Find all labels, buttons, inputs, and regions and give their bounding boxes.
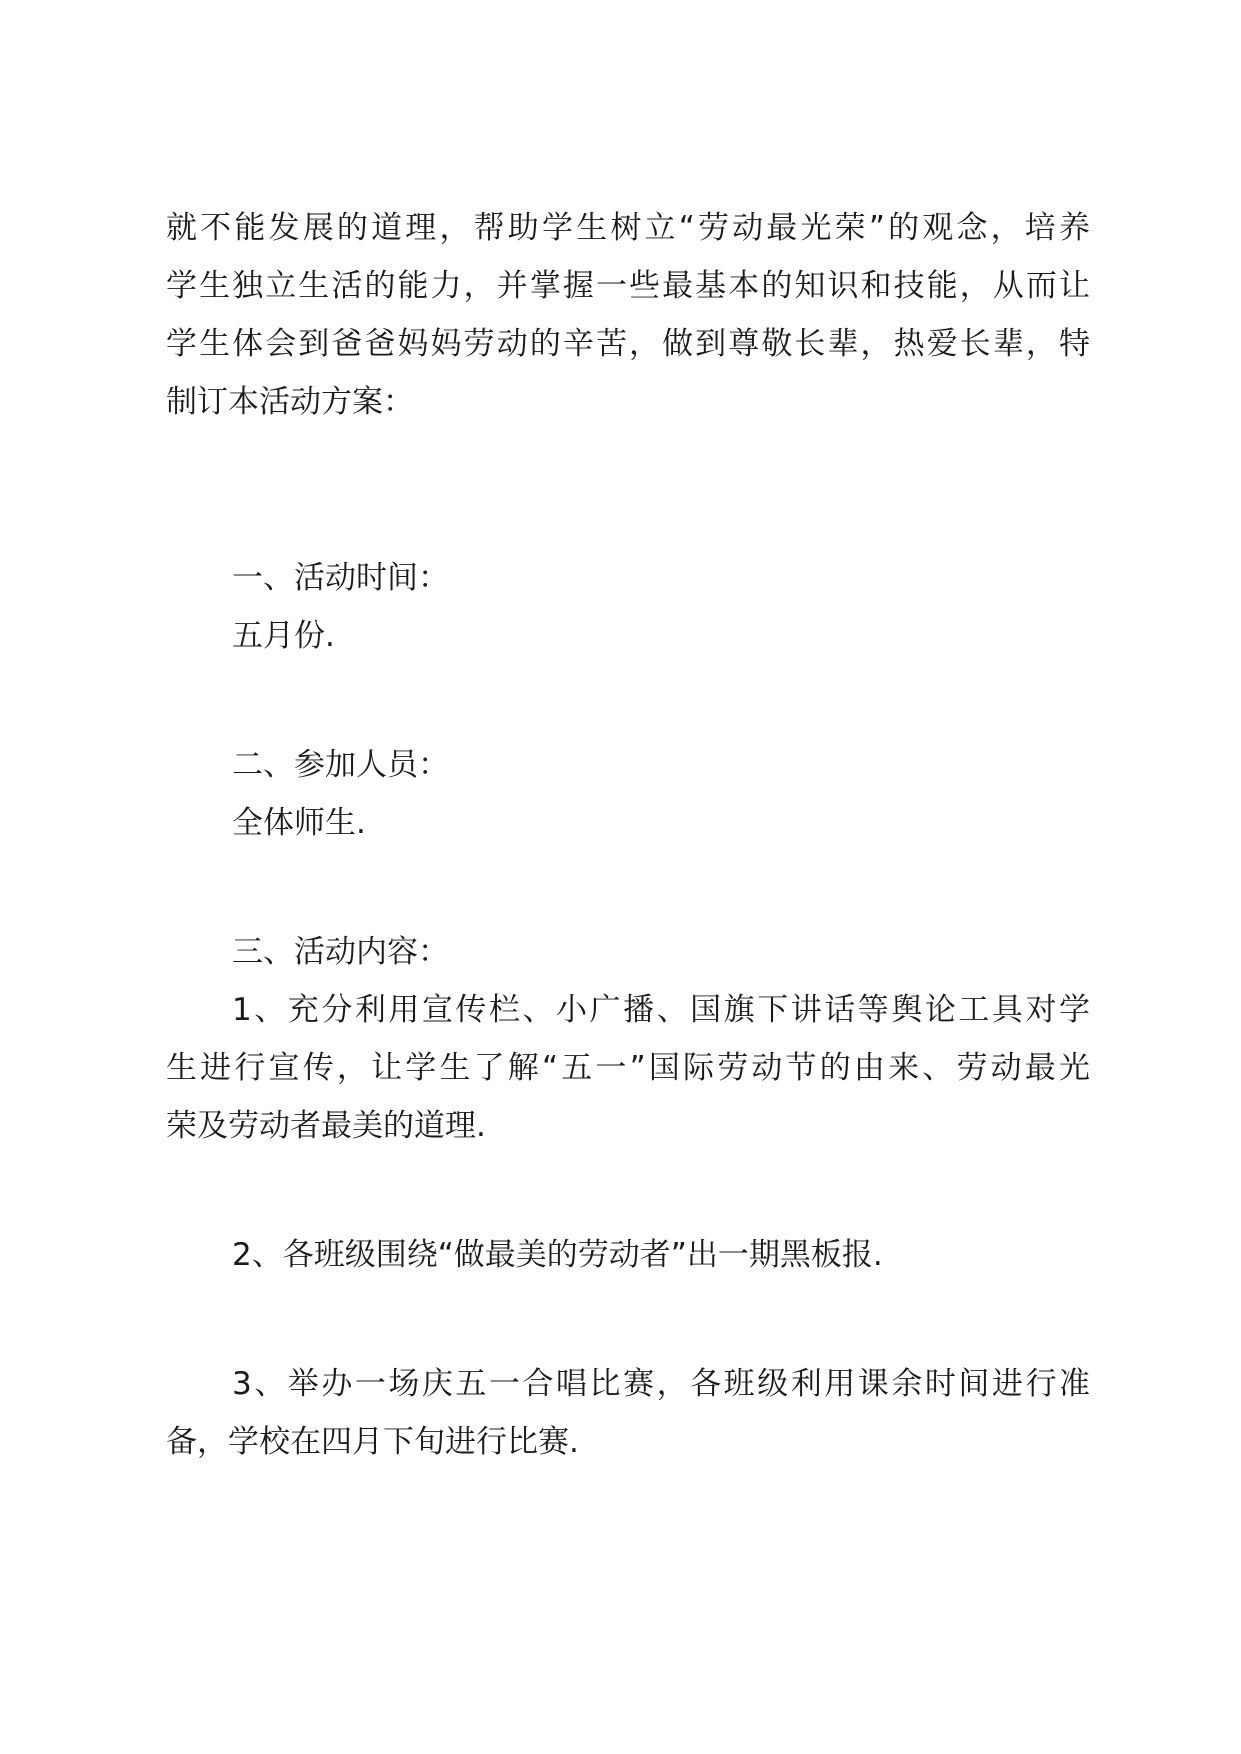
intro-line-4: 制订本活动方案： [166,384,414,420]
item-2-line-1: 2、各班级围绕“做最美的劳动者”出一期黑板报. [232,1237,883,1273]
intro-line-2: 学生独立生活的能力，并掌握一些最基本的知识和技能，从而让 [166,268,1090,304]
section-3-heading: 三、活动内容： [232,934,449,970]
item-3-line-1: 3、举办一场庆五一合唱比赛，各班级利用课余时间进行准 [232,1366,1090,1402]
section-1-body: 五月份. [232,618,335,654]
intro-line-3: 学生体会到爸爸妈妈劳动的辛苦，做到尊敬长辈，热爱长辈，特 [166,326,1090,362]
item-3-line-2: 备，学校在四月下旬进行比赛. [166,1424,579,1460]
intro-line-1: 就不能发展的道理，帮助学生树立“劳动最光荣”的观念，培养 [166,210,1090,246]
section-2-heading: 二、参加人员： [232,747,449,783]
item-1-line-1: 1、充分利用宣传栏、小广播、国旗下讲话等舆论工具对学 [232,992,1090,1028]
section-1-heading: 一、活动时间： [232,560,449,596]
section-2-body: 全体师生. [232,805,366,841]
item-1-line-2: 生进行宣传，让学生了解“五一”国际劳动节的由来、劳动最光 [166,1050,1090,1086]
item-1-line-3: 荣及劳动者最美的道理. [166,1108,486,1144]
